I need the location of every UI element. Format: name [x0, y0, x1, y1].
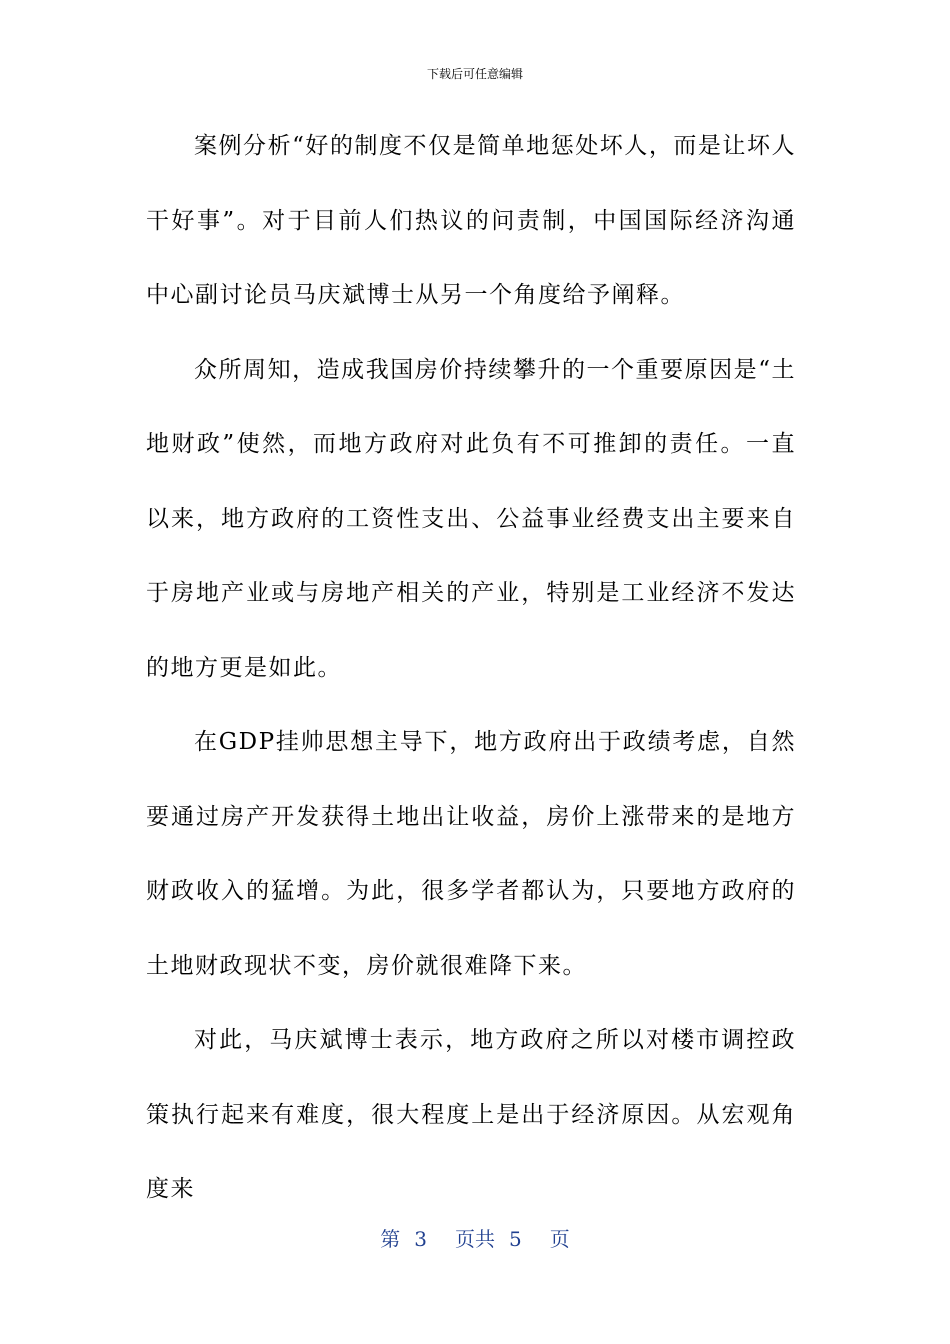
paragraph-4: 对此，马庆斌博士表示，地方政府之所以对楼市调控政策执行起来有难度，很大程度上是出于经济原因。从宏观角度来: [146, 1027, 796, 1202]
document-body: [146, 109, 796, 1227]
paragraph-2: 众所周知，造成我国房价持续攀升的一个重要原因是“土地财政”使然，而地方政府对此负有不可推卸的责任。一直以来，地方政府的工资性支出、公益事业经费支出主要来自于房地产业或与房地产相关的产业，特别是工业经济不发达的地方更是如此。: [146, 356, 796, 681]
footer-prefix: 第: [380, 1227, 401, 1251]
page-header: 下载后可任意编辑: [426, 67, 523, 81]
footer-total-pages: 5: [509, 1227, 522, 1251]
footer-current-page: 3: [414, 1227, 427, 1251]
footer-middle: 页共: [455, 1227, 495, 1251]
paragraph-3: 在GDP挂帅思想主导下，地方政府出于政绩考虑，自然要通过房产开发获得土地出让收益，房价上涨带来的是地方财政收入的猛增。为此，很多学者都认为，只要地方政府的土地财政现状不变，房价就很难降下来。: [146, 729, 796, 979]
paragraph-1: 案例分析“好的制度不仅是简单地惩处坏人，而是让坏人干好事”。对于目前人们热议的问责制，中国国际经济沟通中心副讨论员马庆斌博士从另一个角度给予阐释。: [146, 133, 796, 308]
page-footer: [0, 1226, 950, 1252]
footer-suffix: 页: [549, 1227, 570, 1251]
